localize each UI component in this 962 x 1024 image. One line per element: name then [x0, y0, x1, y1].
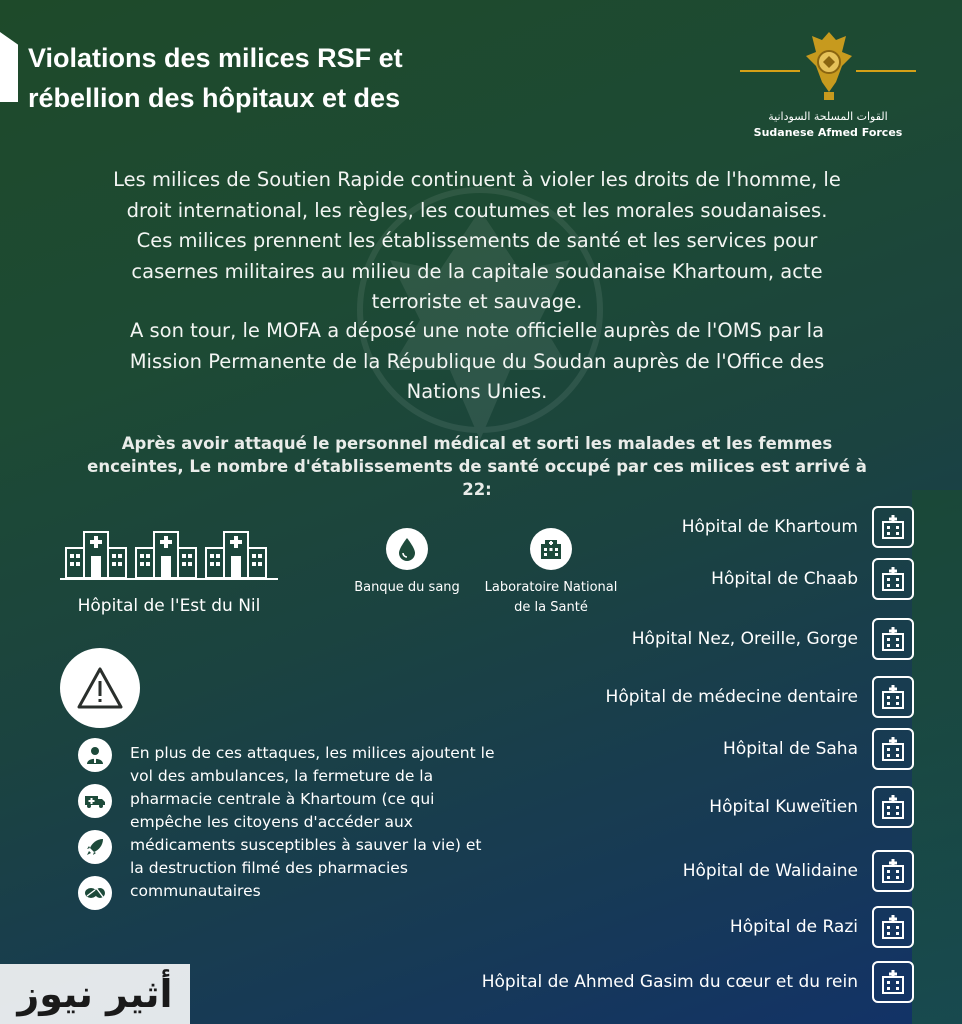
- east-nile-label: Hôpital de l'Est du Nil: [77, 596, 261, 616]
- intro-line: Les milices de Soutien Rapide continuent à violer les droits de l'homme, le: [113, 168, 841, 191]
- hospital-icon: [872, 618, 914, 660]
- news-watermark: [0, 964, 190, 1024]
- intro-line: Ces milices prennent les établissements de santé et les services pour: [136, 229, 818, 252]
- attacks-line: vol des ambulances, la fermeture de la: [130, 767, 434, 785]
- list-item: [414, 505, 914, 549]
- hospital-icon: [872, 558, 914, 600]
- intro-line: droit international, les règles, les coutumes et les morales soudanaises.: [126, 198, 828, 222]
- hospital-icon: [872, 676, 914, 718]
- corner-decoration: [0, 32, 18, 102]
- count-line: 22:: [462, 480, 492, 499]
- doctor-icon: [78, 738, 112, 772]
- hospital-name: Hôpital de Chaab: [711, 569, 858, 589]
- mofa-line: A son tour, le MOFA a déposé une note officielle auprès de l'OMS par la: [129, 319, 825, 342]
- laboratory-label-line-1: Laboratoire National: [484, 580, 618, 595]
- list-item: [414, 727, 914, 771]
- mofa-line: Mission Permanente de la République du Soudan auprès de l'Office des: [129, 349, 825, 373]
- hospital-name: Hôpital de Ahmed Gasim du cœur et du rein: [481, 972, 858, 992]
- hospital-buildings-icon: [58, 526, 280, 582]
- ambulance-icon: [78, 784, 112, 818]
- list-item: [414, 849, 914, 893]
- hospital-name: Hôpital de médecine dentaire: [605, 687, 858, 707]
- brand-line-right: [856, 70, 916, 72]
- attacks-line: communautaires: [130, 882, 261, 900]
- attack-icons: [78, 738, 120, 922]
- hospital-name: Hôpital de Saha: [723, 739, 858, 759]
- attacks-line: pharmacie centrale à Khartoum (ce qui: [130, 790, 435, 808]
- count-line: Après avoir attaqué le personnel médical et sorti les malades et les femmes: [121, 434, 833, 453]
- pills-icon: [78, 876, 112, 910]
- list-item: [414, 557, 914, 601]
- intro-line: casernes militaires au milieu de la capitale soudanaise Khartoum, acte: [131, 259, 823, 283]
- mofa-paragraph: [86, 316, 868, 408]
- count-statement: [86, 432, 868, 501]
- hospital-name: Hôpital Nez, Oreille, Gorge: [631, 629, 858, 649]
- attacks-line: En plus de ces attaques, les milices ajoutent le: [130, 744, 495, 762]
- news-watermark-text: أثير نيوز: [17, 972, 173, 1016]
- hospital-name: Hôpital Kuweïtien: [709, 797, 858, 817]
- count-line: enceintes, Le nombre d'établissements de santé occupé par ces milices est arrivé à: [87, 457, 867, 476]
- list-item: [414, 960, 914, 1004]
- hospital-name: Hôpital de Razi: [729, 917, 858, 937]
- mofa-line: Nations Unies.: [406, 380, 548, 403]
- laboratory-label-line-2: de la Santé: [514, 600, 588, 615]
- blood-bank-label: Banque du sang: [354, 580, 460, 595]
- attacks-line: médicaments susceptibles à sauver la vie) et: [130, 836, 482, 854]
- list-item: [414, 617, 914, 661]
- brand-line-left: [740, 70, 800, 72]
- eagle-emblem-icon: [802, 26, 856, 106]
- hospital-name: Hôpital de Walidaine: [682, 861, 858, 881]
- attacks-line: la destruction filmé des pharmacies: [130, 859, 408, 877]
- hospital-icon: [872, 961, 914, 1003]
- hospital-icon: [872, 850, 914, 892]
- list-item: [414, 675, 914, 719]
- title-line-2: rébellion des hôpitaux et des: [28, 83, 401, 113]
- intro-paragraph: [86, 165, 868, 318]
- list-item: [414, 785, 914, 829]
- hospital-icon: [872, 906, 914, 948]
- brand-english-name: Sudanese Afmed Forces: [753, 126, 903, 139]
- warning-icon: [60, 648, 140, 728]
- hospital-icon: [872, 728, 914, 770]
- east-nile-hospital: [58, 526, 280, 616]
- hospital-icon: [872, 506, 914, 548]
- brand-arabic-name: القوات المسلحة السودانية: [768, 110, 888, 123]
- page-title: [28, 38, 548, 118]
- hospital-icon: [872, 786, 914, 828]
- hospital-name: Hôpital de Khartoum: [681, 517, 858, 537]
- rocket-icon: [78, 830, 112, 864]
- intro-line: terroriste et sauvage.: [371, 290, 583, 313]
- attacks-line: empêche les citoyens d'accéder aux: [130, 813, 413, 831]
- list-item: [414, 905, 914, 949]
- decorative-strip: [912, 490, 962, 1024]
- brand-logo: [740, 26, 920, 146]
- title-line-1: Violations des milices RSF et: [28, 43, 403, 73]
